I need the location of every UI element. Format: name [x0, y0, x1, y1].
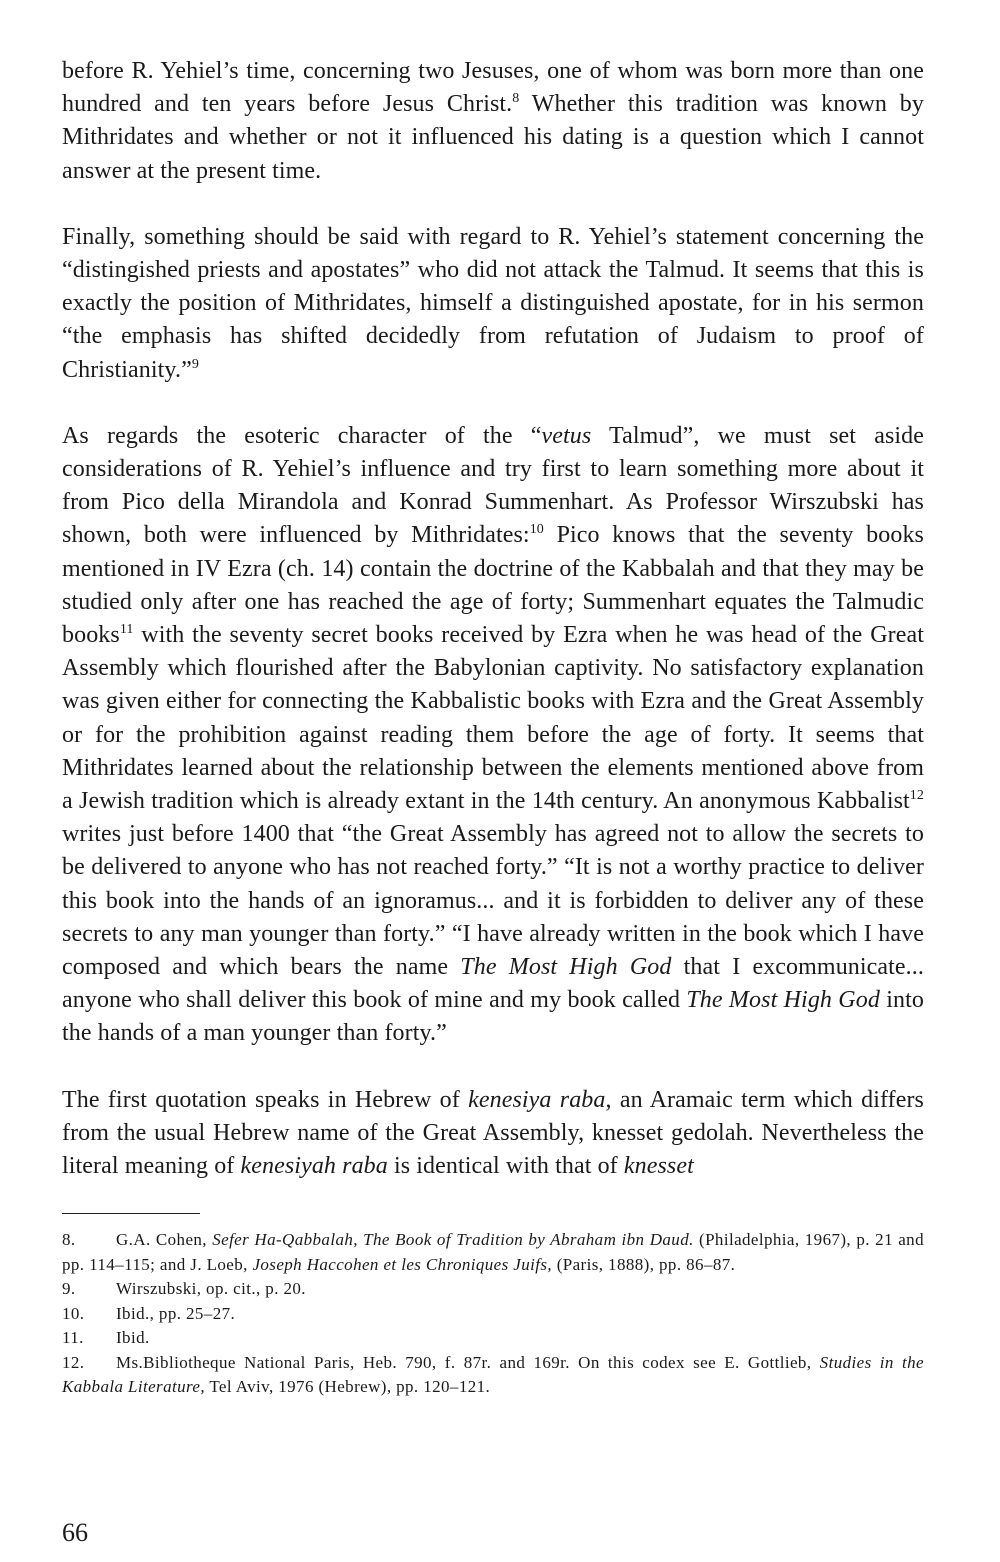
page-number: 66: [62, 1518, 88, 1547]
paragraph: [62, 420, 924, 1051]
text-run: Whether this tradition was known by Mithridates and whether or not it influenced his dating is a question which I cannot answer at the present time.: [62, 91, 925, 184]
italic-text: Joseph Haccohen et les Chroniques Juifs,: [252, 1254, 553, 1274]
footnote-reference: 10: [529, 522, 544, 538]
text-run: that I excommunicate... anyone who shall deliver this book of mine and my book called: [62, 954, 924, 1014]
text-run: Pico knows that the seventy books mentioned in IV Ezra (ch. 14) contain the doctrine of the Kabbalah and that they may be studied only after one has reached the age of forty; Summenhart equates the Talmudic books: [62, 522, 924, 649]
text-run: with the seventy secret books received by Ezra when he was head of the Great Assembly which flourished after the Babylonian captivity. No satisfactory explanation was given either for connecting the Kabbalistic books with Ezra and the Great Assembly or for the prohibition against reading them before the age of forty. It seems that Mithridates learned about the relationship between the elements mentioned above from a Jewish tradition which is already extant in the 14th century. An anonymous Kabbalist: [62, 622, 924, 815]
footnote-reference: 8: [512, 91, 520, 107]
footnote-separator: [62, 1213, 200, 1214]
footnote-number: 8.: [62, 1230, 76, 1250]
footnote: [62, 1277, 924, 1302]
footnote: [62, 1302, 924, 1327]
italic-text: vetus: [541, 422, 592, 449]
text-run: is identical with that of: [387, 1153, 624, 1180]
text-run: (Paris, 1888), pp. 86–87.: [552, 1254, 736, 1274]
footnote-reference: 11: [119, 622, 134, 638]
text-run: Ibid., pp. 25–27.: [116, 1303, 236, 1323]
italic-text: knesset: [623, 1153, 694, 1180]
italic-text: kenesiyah raba: [240, 1153, 388, 1180]
footnote: [62, 1228, 924, 1277]
italic-text: Sefer Ha-Qabbalah, The Book of Tradition by Abraham ibn Daud.: [212, 1230, 694, 1250]
italic-text: The Most High God: [686, 987, 880, 1014]
text-run: As regards the esoteric character of the “: [62, 422, 542, 449]
italic-text: The Most High God: [460, 954, 672, 981]
footnotes: [62, 1228, 924, 1400]
italic-text: kenesiya raba: [468, 1086, 606, 1113]
page-body: [62, 55, 924, 1400]
text-run: The first quotation speaks in Hebrew of: [62, 1086, 469, 1113]
footnote-number: 12.: [62, 1352, 85, 1372]
footnote-reference: 9: [191, 356, 199, 372]
text-run: Tel Aviv, 1976 (Hebrew), pp. 120–121.: [204, 1377, 491, 1397]
text-run: writes just before 1400 that “the Great Assembly has agreed not to allow the secrets to be delivered to anyone who has not reached forty.” “It is not a worthy practice to deliver this book into the hands of an ignoramus... and it is forbidden to deliver any of these secrets to any man younger than forty.” “I have already written in the book which I have composed and which bears the name: [62, 821, 924, 981]
footnote: [62, 1326, 924, 1351]
paragraph: [62, 1084, 924, 1184]
text-run: Ms.Bibliotheque National Paris, Heb. 790, f. 87r. and 169r. On this codex see E. Gottlieb,: [116, 1352, 820, 1372]
footnote: [62, 1351, 924, 1400]
text-run: , an Aramaic term which differs from the usual Hebrew name of the Great Assembly, knesset gedolah. Nevertheless the literal meaning of: [62, 1086, 924, 1180]
paragraph: [62, 55, 924, 188]
text-run: Ibid.: [116, 1328, 150, 1348]
text-run: (Philadelphia, 1967), p. 21 and pp. 114–115; and J. Loeb,: [62, 1230, 924, 1274]
text-run: before R. Yehiel’s time, concerning two Jesuses, one of whom was born more than one hundred and ten years before Jesus Christ.: [62, 58, 924, 118]
footnote-reference: 12: [909, 788, 924, 804]
footnote-number: 10.: [62, 1303, 85, 1323]
text-run: Finally, something should be said with regard to R. Yehiel’s statement concerning the “distingished priests and apostates” who did not attack the Talmud. It seems that this is exactly the position of Mithridates, himself a distinguished apostate, for in his sermon “the emphasis has shifted decidedly from refutation of Judaism to proof of Christianity.”: [62, 223, 924, 383]
paragraph: [62, 221, 924, 387]
footnote-number: 11.: [62, 1328, 84, 1348]
footnote-number: 9.: [62, 1279, 76, 1299]
text-run: Wirszubski, op. cit., p. 20.: [116, 1279, 306, 1299]
text-run: into the hands of a man younger than forty.”: [62, 987, 924, 1047]
italic-text: Studies in the Kabbala Literature,: [62, 1352, 924, 1397]
text-run: G.A. Cohen,: [116, 1230, 213, 1250]
text-run: Talmud”, we must set aside considerations of R. Yehiel’s influence and try first to learn something more about it from Pico della Mirandola and Konrad Summenhart. As Professor Wirszubski has shown, both were influenced by Mithridates:: [62, 422, 925, 549]
